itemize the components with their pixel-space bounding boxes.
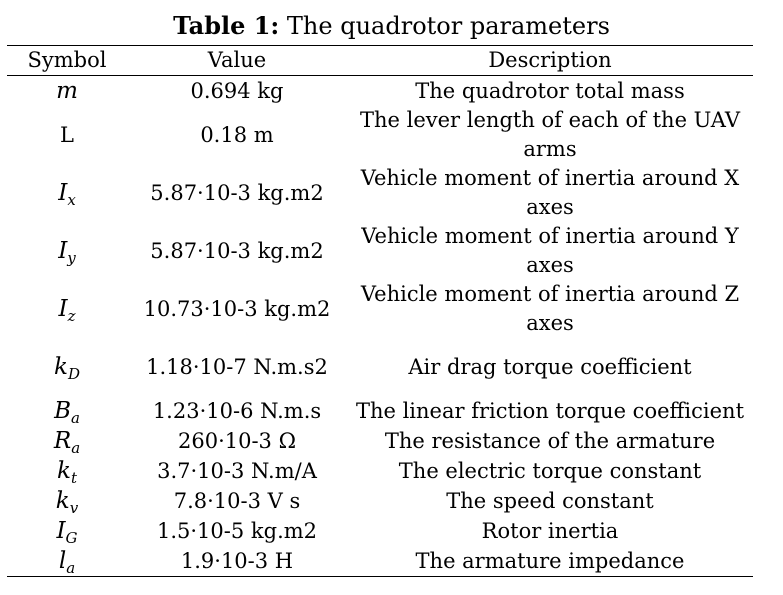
value-cell: 7.8·10-3 V s xyxy=(173,488,301,513)
parameters-table xyxy=(7,45,753,577)
table-row xyxy=(7,396,753,426)
value-cell: 1.18·10-7 N.m.s2 xyxy=(146,354,328,379)
table-row xyxy=(7,546,753,577)
symbol: m xyxy=(56,77,78,104)
description-cell: The speed constant xyxy=(446,488,654,513)
caption-text: The quadrotor parameters xyxy=(279,12,610,40)
symbol: $B_a$ xyxy=(54,397,80,427)
header-row xyxy=(7,46,753,76)
table-row xyxy=(7,486,753,516)
symbol-cell xyxy=(7,76,127,107)
table-row xyxy=(7,106,753,164)
symbol-cell xyxy=(7,222,127,280)
symbol: $I_G$ xyxy=(56,517,78,547)
value-cell: 1.9·10-3 H xyxy=(180,548,294,573)
description-cell: The lever length of each of the UAV arms xyxy=(359,108,741,161)
caption-label: Table 1: xyxy=(173,11,280,40)
table-row xyxy=(7,426,753,456)
header-symbol: Symbol xyxy=(27,48,107,72)
table-row xyxy=(7,222,753,280)
value-cell: 10.73·10-3 kg.m2 xyxy=(143,296,331,321)
value-cell: 0.18 m xyxy=(200,122,274,147)
description-cell: The armature impedance xyxy=(415,548,685,573)
value-cell: 5.87·10-3 kg.m2 xyxy=(150,238,324,263)
symbol-cell xyxy=(7,546,127,577)
symbol: $I_z$ xyxy=(58,295,76,325)
description-cell: The electric torque constant xyxy=(398,458,702,483)
description-cell: Air drag torque coefficient xyxy=(408,354,692,379)
symbol: $k_t$ xyxy=(57,457,77,487)
symbol-cell xyxy=(7,280,127,338)
value-cell: 3.7·10-3 N.m/A xyxy=(157,458,317,483)
description-cell: Vehicle moment of inertia around Y axes xyxy=(361,224,739,277)
value-cell: 260·10-3 Ω xyxy=(177,428,297,453)
symbol-cell xyxy=(7,164,127,222)
symbol-cell xyxy=(7,338,127,396)
description-cell: Vehicle moment of inertia around Z axes xyxy=(360,282,740,335)
symbol: $k_v$ xyxy=(55,487,79,517)
table-row xyxy=(7,164,753,222)
description-cell: The linear friction torque coefficient xyxy=(355,398,745,423)
description-cell: The resistance of the armature xyxy=(384,428,716,453)
header-value: Value xyxy=(207,48,267,72)
header-description: Description xyxy=(488,48,612,72)
value-cell: 5.87·10-3 kg.m2 xyxy=(150,180,324,205)
description-cell: The quadrotor total mass xyxy=(415,78,685,103)
table-row xyxy=(7,456,753,486)
symbol: L xyxy=(60,122,74,147)
value-cell: 1.23·10-6 N.m.s xyxy=(152,398,322,423)
symbol: $l_a$ xyxy=(58,547,76,577)
symbol: $R_a$ xyxy=(53,427,81,457)
table-row xyxy=(7,516,753,546)
symbol-cell xyxy=(7,486,127,516)
symbol-cell xyxy=(7,396,127,426)
symbol-cell xyxy=(7,426,127,456)
description-cell: Vehicle moment of inertia around X axes xyxy=(360,166,740,219)
table-row xyxy=(7,338,753,396)
table-row xyxy=(7,76,753,107)
table-row xyxy=(7,280,753,338)
value-cell: 0.694 kg xyxy=(190,78,284,103)
symbol-cell xyxy=(7,106,127,164)
symbol: $I_x$ xyxy=(58,179,76,209)
value-cell: 1.5·10-5 kg.m2 xyxy=(156,518,318,543)
description-cell: Rotor inertia xyxy=(481,518,619,543)
symbol-cell xyxy=(7,516,127,546)
symbol-cell xyxy=(7,456,127,486)
symbol: $I_y$ xyxy=(58,237,76,267)
table-caption xyxy=(0,12,783,40)
symbol: $k_D$ xyxy=(54,353,80,383)
